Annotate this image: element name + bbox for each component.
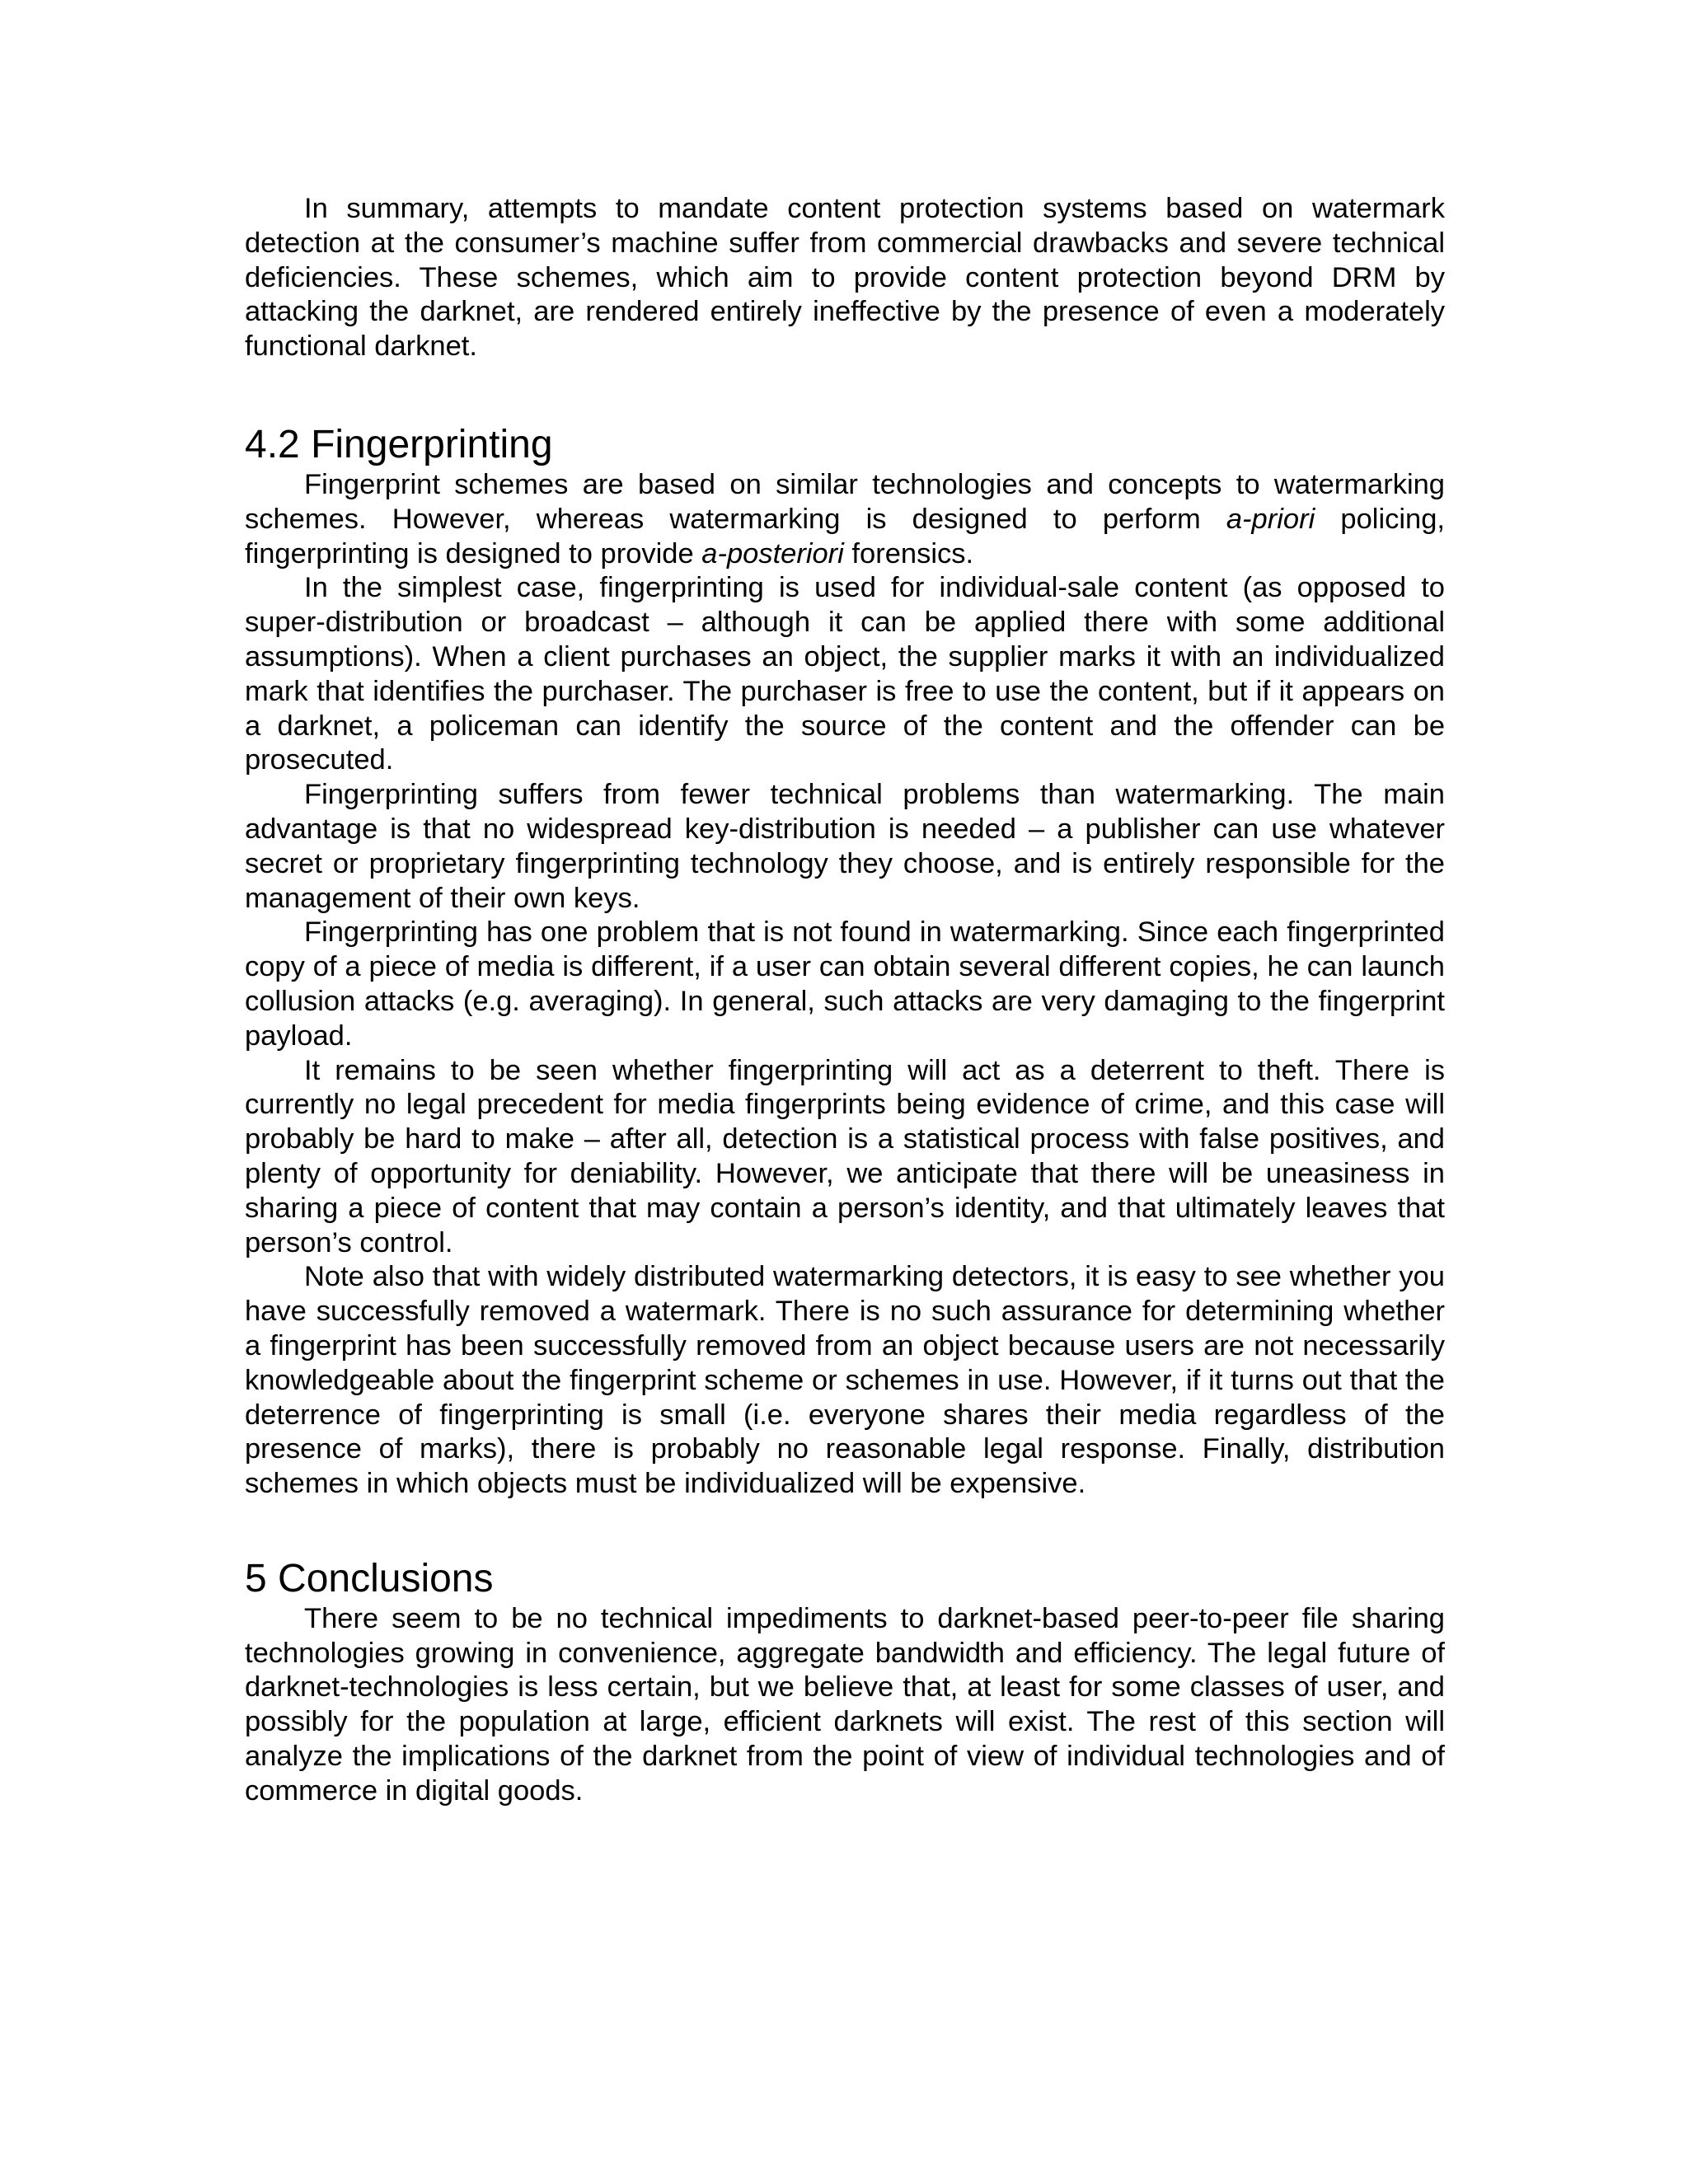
fingerprinting-paragraph-6: Note also that with widely distributed watermarking detectors, it is easy to see whether you have successfully removed a watermark. There is no such assurance for determining whether a fingerprint has been successfully removed from an object because users are not necessarily knowledgeable about the fingerprint scheme or schemes in use. However, if it turns out that the deterrence of fingerprinting is small (i.e. everyone shares their media regardless of the presence of marks), there is probably no reasonable legal response. Finally, distribution schemes in which objects must be individualized will be expensive. bbox=[245, 1261, 1445, 1500]
text-run: policing, fingerprinting is designed to provide bbox=[245, 503, 1445, 569]
summary-paragraph: In summary, attempts to mandate content protection systems based on watermark detection at the consumer’s machine suffer from commercial drawbacks and severe technical deficiencies. These schemes, which aim to provide content protection beyond DRM by attacking the darknet, are rendered entirely ineffective by the presence of even a moderately functional darknet. bbox=[245, 193, 1445, 363]
italic-term-a-posteriori: a-posteriori bbox=[701, 537, 844, 569]
fingerprinting-paragraph-4: Fingerprinting has one problem that is not found in watermarking. Since each fingerprinted copy of a piece of media is different, if a user can obtain several different copies, he can launch collusion attacks (e.g. averaging). In general, such attacks are very damaging to the fingerprint payload. bbox=[245, 916, 1445, 1052]
text-run: forensics. bbox=[843, 537, 974, 569]
fingerprinting-paragraph-5: It remains to be seen whether fingerprinting will act as a deterrent to theft. There is currently no legal precedent for media fingerprints being evidence of crime, and this case will probably be hard to make – after all, detection is a statistical process with false positives, and plenty of opportunity for deniability. However, we anticipate that there will be uneasiness in sharing a piece of content that may contain a person’s identity, and that ultimately leaves that person’s control. bbox=[245, 1054, 1445, 1258]
italic-term-a-priori: a-priori bbox=[1226, 503, 1315, 535]
fingerprinting-paragraph-2: In the simplest case, fingerprinting is used for individual-sale content (as opposed to super-distribution or broadcast – although it can be applied there with some additional assumptions). When a client purchases an object, the supplier marks it with an individualized mark that identifies the purchaser. The purchaser is free to use the content, but if it appears on a darknet, a policeman can identify the source of the content and the offender can be prosecuted. bbox=[245, 572, 1445, 776]
fingerprinting-paragraph-1 bbox=[245, 468, 1445, 571]
section-heading-conclusions: 5 Conclusions bbox=[245, 1556, 494, 1601]
conclusions-paragraph-1: There seem to be no technical impediments to darknet-based peer-to-peer file sharing technologies growing in convenience, aggregate bandwidth and efficiency. The legal future of darknet-technologies is less certain, but we believe that, at least for some classes of user, and possibly for the population at large, efficient darknets will exist. The rest of this section will analyze the implications of the darknet from the point of view of individual technologies and of commerce in digital goods. bbox=[245, 1602, 1445, 1807]
document-page bbox=[245, 192, 1445, 1809]
text-run: Fingerprint schemes are based on similar technologies and concepts to watermarking schemes. However, whereas watermarking is designed to perform bbox=[245, 468, 1445, 535]
section-heading-fingerprinting: 4.2 Fingerprinting bbox=[245, 422, 553, 466]
fingerprinting-paragraph-3: Fingerprinting suffers from fewer technical problems than watermarking. The main advantage is that no widespread key-distribution is needed – a publisher can use whatever secret or proprietary fingerprinting technology they choose, and is entirely responsible for the management of their own keys. bbox=[245, 779, 1445, 914]
